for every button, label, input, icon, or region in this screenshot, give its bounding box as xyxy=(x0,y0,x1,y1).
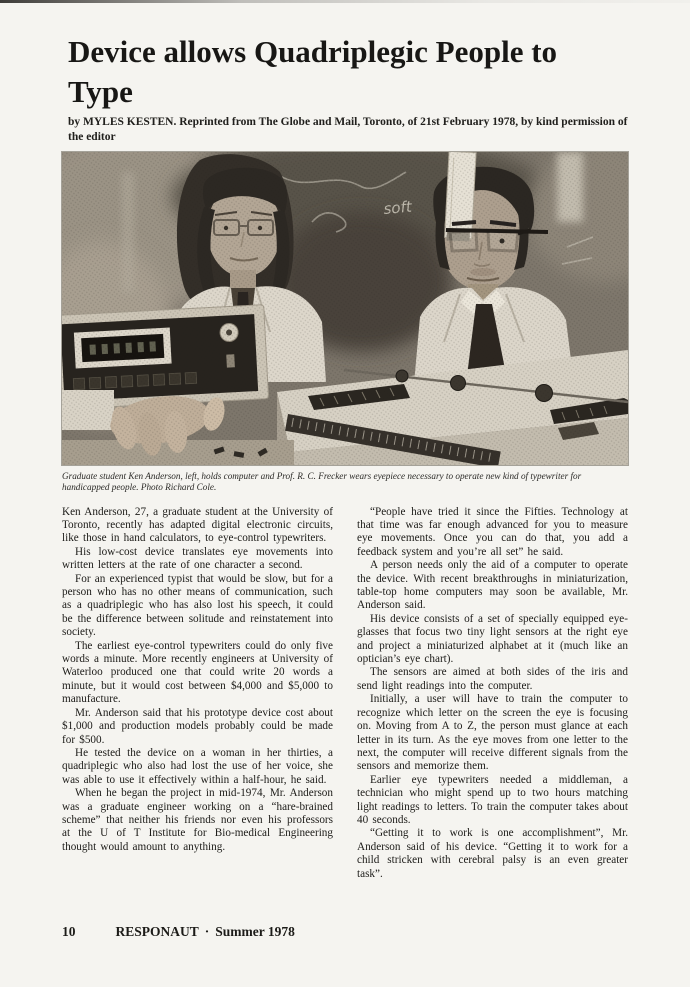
page-number: 10 xyxy=(62,924,76,939)
photo-caption: Graduate student Ken Anderson, left, holds computer and Prof. R. C. Frecker wears eyepiece necessary to operate new kind of typewriter for handicapped people. Photo Richard Cole. xyxy=(62,471,582,492)
paragraph: The sensors are aimed at both sides of the iris and send light readings into the computer. xyxy=(357,666,628,692)
left-column xyxy=(62,506,333,881)
article-photo-illustration xyxy=(62,152,628,465)
paragraph: “People have tried it since the Fifties. Technology at that time was far enough advanced for you to measure eye movements. Once you can do that, you add a feedback system and you’re all set” he said. xyxy=(357,505,628,558)
page-footer xyxy=(62,924,628,940)
paragraph: His device consists of a set of specially equipped eye-glasses that focus two tiny light sensors at the right eye and project a miniaturized alphabet at it (much like an optician’s eye chart). xyxy=(357,612,628,666)
footer-separator: · xyxy=(204,924,210,939)
paragraph: Initially, a user will have to train the computer to recognize which letter on the screen the eye is focusing on. Moving from A to Z, the person must glance at each letter in its turn. As the eye moves from one letter to the next, the computer will receive different signals from the sensors and memorize them. xyxy=(357,693,628,773)
article-body xyxy=(62,506,628,881)
paragraph: For an experienced typist that would be slow, but for a person who has no other means of communication, such as a quadriplegic who has also lost his speech, it could be the difference between solitude and reinstatement into society. xyxy=(62,572,333,639)
paragraph: His low-cost device translates eye movements into written letters at the rate of one character a second. xyxy=(62,545,333,572)
paragraph: Earlier eye typewriters needed a middleman, a technician who might spend up to two hours matching light readings to letters. To train the computer takes about 40 seconds. xyxy=(357,773,628,826)
paragraph: The earliest eye-control typewriters could do only five words a minute. More recently engineers at University of Waterloo produced one that could write 20 words a minute, but it would cost between $4,000 and $5,000 to manufacture. xyxy=(62,639,333,706)
right-column xyxy=(357,506,628,881)
paragraph: Ken Anderson, 27, a graduate student at the University of Toronto, recently has adapted digital electronic circuits, like those in hand calculators, to eye-control typewriters. xyxy=(62,505,333,545)
article-title: Device allows Quadriplegic People to Type xyxy=(68,34,558,109)
article-byline: by MYLES KESTEN. Reprinted from The Globe and Mail, Toronto, of 21st February 1978, by kind permission of the editor xyxy=(68,116,628,143)
paragraph: “Getting it to work is one accomplishment”, Mr. Anderson said of his device. “Getting it to work for a child stricken with cerebral palsy is an even greater task”. xyxy=(357,827,628,880)
paragraph: Mr. Anderson said that his prototype device cost about $1,000 and production models probably could be made for $500. xyxy=(62,706,333,746)
paragraph: A person needs only the aid of a computer to operate the device. With recent breakthroughs in miniaturization, table-top home computers may soon be available, Mr. Anderson said. xyxy=(357,559,628,612)
paragraph: He tested the device on a woman in her thirties, a quadriplegic who also had lost the use of her voice, she was able to use it effectively within a half-hour, he said. xyxy=(62,746,333,786)
magazine-name: RESPONAUT xyxy=(115,924,199,939)
issue-label: Summer 1978 xyxy=(215,924,295,939)
chalk-writing: soft xyxy=(382,197,413,218)
article-photo xyxy=(62,152,628,465)
article-content xyxy=(62,0,628,881)
halftone-overlay xyxy=(62,152,628,465)
paragraph: When he began the project in mid-1974, Mr. Anderson was a graduate engineer working on a “hare-brained scheme” that neither his friends nor even his professors at the U of T Institute for Bio-medical Engineering thought would amount to anything. xyxy=(62,787,333,853)
